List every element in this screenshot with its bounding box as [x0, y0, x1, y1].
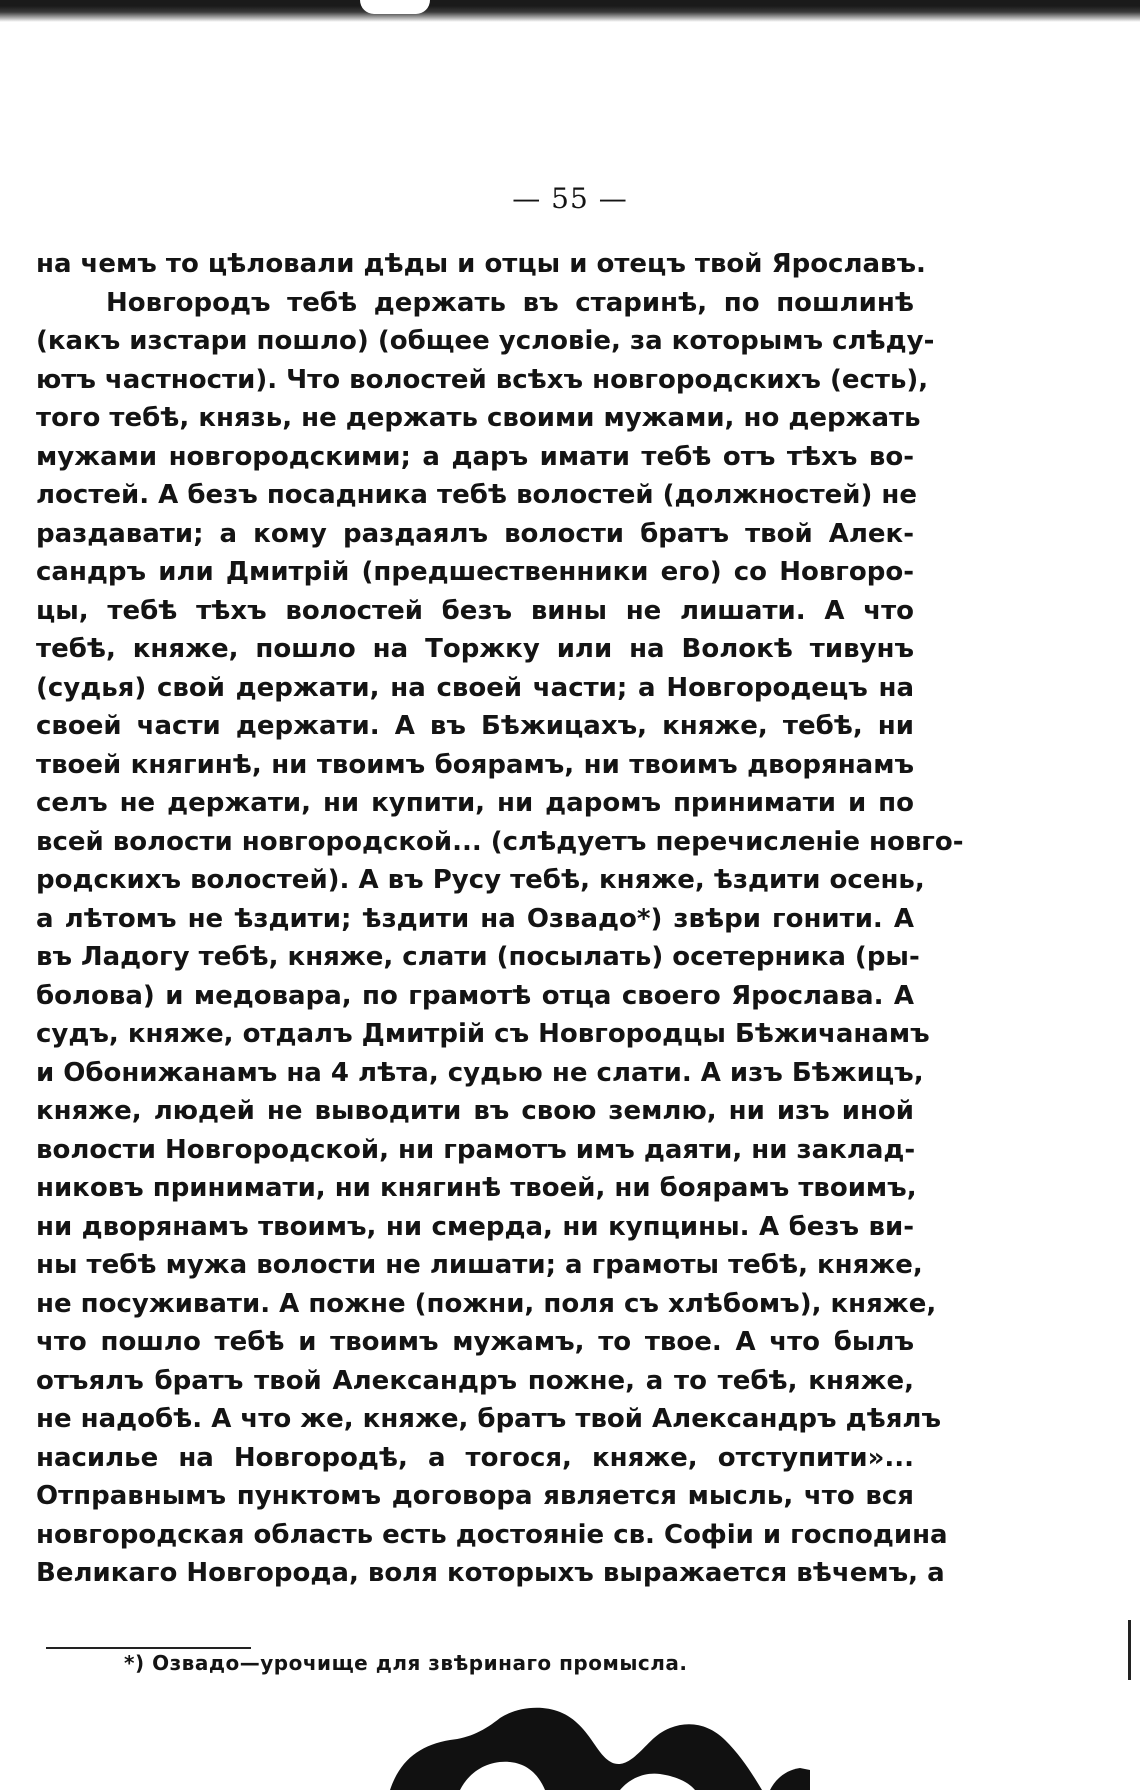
text-line: ны тебѣ мужа волости не лишати; а грамоты тебѣ, княже,	[36, 1250, 923, 1280]
text-line: твоей княгинѣ, ни твоимъ боярамъ, ни твоимъ дворянамъ	[36, 749, 914, 780]
text-line: въ Ладогу тебѣ, княже, слати (посылать) осетерника (ры-	[36, 942, 920, 972]
text-line: никовъ принимати, ни княгинѣ твоей, ни боярамъ твоимъ,	[36, 1173, 917, 1203]
text-line: сандръ или Дмитрій (предшественники его) со Новгоро-	[36, 557, 914, 587]
text-line: того тебѣ, князь, не держать своими мужами, но держать	[36, 403, 921, 433]
text-line: своей части держати. А въ Бѣжицахъ, княже, тебѣ, ни	[36, 711, 914, 741]
text-line: княже, людей не выводити въ свою землю, ни изъ иной	[36, 1096, 914, 1126]
scan-right-edge-mark	[1128, 1620, 1131, 1680]
text-line: Новгородъ тебѣ держать въ старинѣ, по пошлинѣ	[106, 287, 914, 318]
text-line: ютъ частности). Что волостей всѣхъ новгородскихъ (есть),	[36, 364, 929, 395]
text-line: и Обонижанамъ на 4 лѣта, судью не слати. А изъ Бѣжицъ,	[36, 1057, 924, 1088]
footnote: *) Озвадо—урочище для звѣринаго промысла.	[124, 1651, 688, 1675]
text-line: не надобѣ. А что же, княже, братъ твой Александръ дѣялъ	[36, 1404, 942, 1434]
text-line: болова) и медовара, по грамотѣ отца своего Ярослава. А	[36, 980, 914, 1011]
text-line: ни дворянамъ твоимъ, ни смерда, ни купцины. А безъ ви-	[36, 1211, 914, 1242]
ink-blot-graphic	[390, 1700, 810, 1790]
text-line: мужами новгородскими; а даръ имати тебѣ отъ тѣхъ во-	[36, 441, 914, 472]
text-line: всей волости новгородской... (слѣдуетъ перечисленіе новго-	[36, 826, 964, 857]
text-line: цы, тебѣ тѣхъ волостей безъ вины не лишати. А что	[36, 595, 914, 626]
text-line: (какъ изстари пошло) (общее условіе, за которымъ слѣду-	[36, 326, 935, 356]
text-line: судъ, княже, отдалъ Дмитрій съ Новгородцы Бѣжичанамъ	[36, 1019, 930, 1049]
text-line: новгородская область есть достояніе св. Софіи и господина	[36, 1519, 948, 1550]
text-line: не посуживати. А пожне (пожни, поля съ хлѣбомъ), княже,	[36, 1288, 937, 1319]
text-line: Отправнымъ пунктомъ договора является мысль, что вся	[36, 1481, 914, 1511]
text-line: отъялъ братъ твой Александръ пожне, а то тебѣ, княже,	[36, 1365, 914, 1396]
text-line: что пошло тебѣ и твоимъ мужамъ, то твое. А что былъ	[36, 1327, 914, 1357]
text-line: (судья) свой держати, на своей части; а Новгородецъ на	[36, 672, 914, 703]
scan-top-edge	[0, 0, 1140, 22]
text-line: на чемъ то цѣловали дѣды и отцы и отецъ твой Ярославъ.	[36, 249, 926, 279]
text-line: насилье на Новгородѣ, а тогося, княже, отступити»...	[36, 1442, 914, 1473]
text-line: селъ не держати, ни купити, ни даромъ принимати и по	[36, 788, 914, 818]
page-number: — 55 —	[512, 182, 628, 215]
text-line: родскихъ волостей). А въ Русу тебѣ, княже, ѣздити осень,	[36, 865, 925, 895]
text-line: Великаго Новгорода, воля которыхъ выражается вѣчемъ, а	[36, 1558, 945, 1588]
text-line: волости Новгородской, ни грамотъ имъ даяти, ни заклад-	[36, 1134, 916, 1165]
text-line: а лѣтомъ не ѣздити; ѣздити на Озвадо*) звѣри гонити. А	[36, 903, 914, 934]
text-line: лостей. А безъ посадника тебѣ волостей (должностей) не	[36, 480, 918, 510]
text-line: раздавати; а кому раздаялъ волости братъ твой Алек-	[36, 518, 914, 549]
text-line: тебѣ, княже, пошло на Торжку или на Волокѣ тивунъ	[36, 634, 914, 664]
